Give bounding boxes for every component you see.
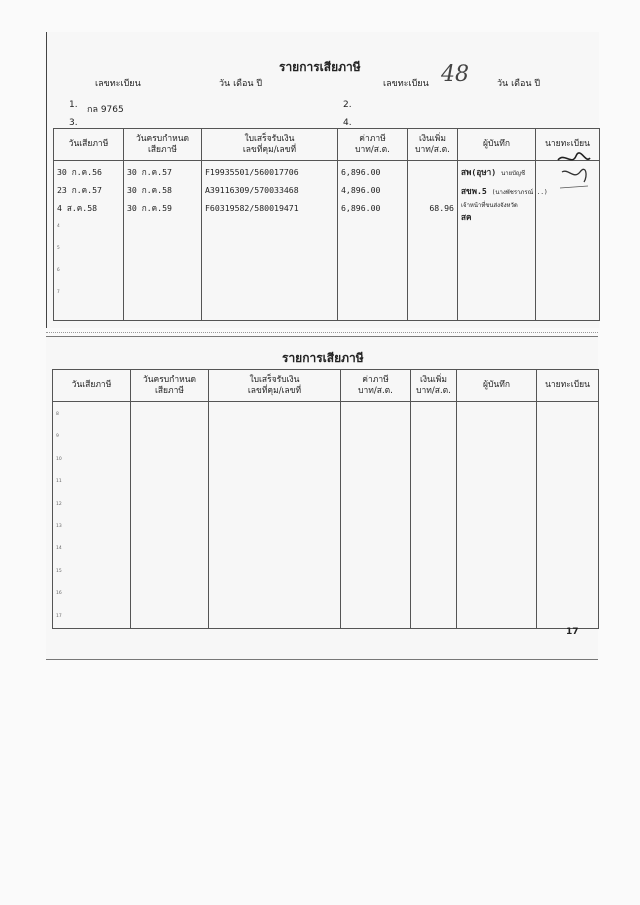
tax-3: 6,896.00 — [341, 203, 381, 213]
due-date-3: 30 ก.ค.59 — [127, 203, 172, 213]
date-label-left: วัน เดือน ปี — [219, 79, 263, 89]
row-number: 6 — [57, 268, 60, 273]
row-number: 12 — [56, 501, 62, 507]
paid-date-2: 23 ก.ค.57 — [57, 185, 102, 195]
table-row — [53, 402, 599, 629]
item-4-number: 4. — [343, 118, 352, 128]
recorder-2: สขพ.5 (นางพัชราภรณ์ ..) — [461, 186, 548, 196]
col-paid-date-2: วันเสียภาษี — [53, 370, 131, 402]
col-receipt-2: ใบเสร็จรับเงิน เลขที่คุม/เลขที่ — [209, 370, 341, 402]
row-number: 14 — [56, 546, 62, 552]
row-number: 15 — [56, 568, 62, 574]
col-paid-date: วันเสียภาษี — [54, 129, 124, 161]
col-extra-2: เงินเพิ่ม บาท/ส.ต. — [411, 370, 457, 402]
due-date-2: 30 ก.ค.58 — [127, 185, 172, 195]
row-number: 8 — [56, 412, 59, 417]
item-1-number: 1. — [69, 100, 78, 110]
plate-number: กล 9765 — [87, 105, 124, 115]
col-registrar-2: นายทะเบียน — [537, 370, 599, 402]
receipt-1: F19935501/560017706 — [205, 167, 299, 177]
extra-2 — [411, 184, 454, 196]
row-number: 4 — [57, 224, 60, 229]
receipt-3: F60319582/580019471 — [205, 203, 299, 213]
recorder-3: สค — [461, 212, 472, 222]
col-tax-2: ค่าภาษี บาท/ส.ต. — [341, 370, 411, 402]
reg-label-left: เลขทะเบียน — [95, 79, 141, 89]
row-number: 17 — [56, 613, 62, 619]
row-number: 5 — [57, 246, 60, 251]
extra-3: 68.96 — [429, 203, 454, 213]
row-number: 9 — [56, 434, 59, 440]
separator — [46, 332, 598, 333]
row-number: 11 — [56, 479, 62, 485]
col-recorder: ผู้บันทึก — [458, 129, 536, 161]
reg-label-right: เลขทะเบียน — [383, 79, 429, 89]
handwritten-number: 48 — [441, 62, 469, 87]
extra-1 — [411, 166, 454, 178]
col-due-date: วันครบกำหนด เสียภาษี — [124, 129, 202, 161]
tax-2: 4,896.00 — [341, 185, 381, 195]
col-due-date-2: วันครบกำหนด เสียภาษี — [131, 370, 209, 402]
col-extra: เงินเพิ่ม บาท/ส.ต. — [408, 129, 458, 161]
recorder-note-3: เจ้าหน้าที่ขนส่งจังหวัด — [461, 202, 518, 209]
recorder-1: สพ(อุษา) นายบัญชี — [461, 167, 526, 177]
table-row — [54, 161, 600, 321]
tax-1: 6,896.00 — [341, 167, 381, 177]
row-number: 10 — [56, 456, 62, 462]
receipt-2: A39116309/570033468 — [205, 185, 299, 195]
paid-date-3: 4 ส.ค.58 — [57, 203, 98, 213]
col-registrar: นายทะเบียน — [536, 129, 600, 161]
tax-record-sheet-2 — [46, 336, 598, 660]
tax-table-1 — [53, 128, 600, 321]
item-3-number: 3. — [69, 118, 78, 128]
tax-record-sheet-1 — [46, 32, 599, 328]
col-tax: ค่าภาษี บาท/ส.ต. — [338, 129, 408, 161]
section-title: รายการเสียภาษี — [279, 60, 361, 74]
due-date-1: 30 ก.ค.57 — [127, 167, 172, 177]
signature-scribble-icon — [554, 150, 594, 194]
row-number: 7 — [57, 290, 60, 295]
date-label-right: วัน เดือน ปี — [497, 79, 541, 89]
col-recorder-2: ผู้บันทึก — [457, 370, 537, 402]
row-number: 16 — [56, 591, 62, 597]
registrar-signature — [554, 150, 594, 194]
row-number: 13 — [56, 523, 62, 529]
item-2-number: 2. — [343, 100, 352, 110]
section-title-2: รายการเสียภาษี — [282, 351, 364, 365]
page-number-bottom: 17 — [566, 627, 579, 637]
tax-table-2 — [52, 369, 599, 629]
paid-date-1: 30 ก.ค.56 — [57, 167, 102, 177]
col-receipt: ใบเสร็จรับเงิน เลขที่คุม/เลขที่ — [202, 129, 338, 161]
